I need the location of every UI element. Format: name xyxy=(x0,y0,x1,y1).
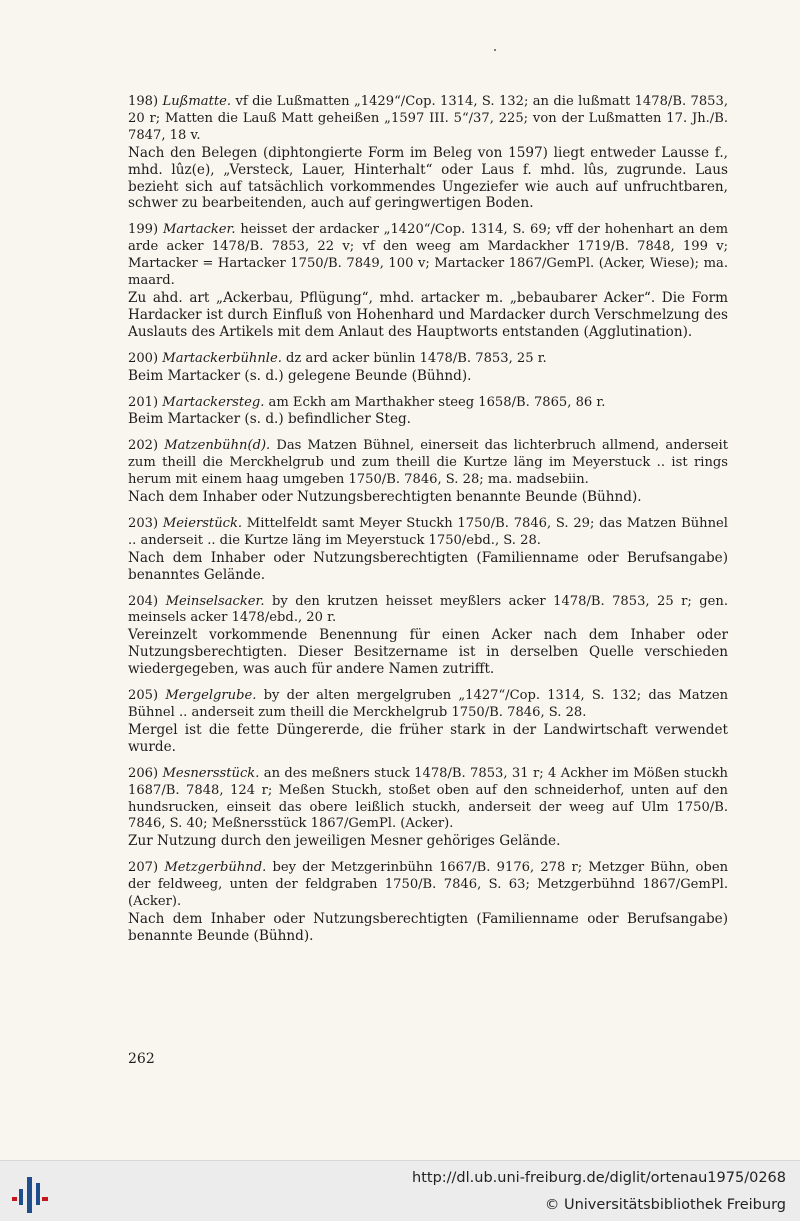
ub-freiburg-logo-icon xyxy=(10,1175,50,1215)
page-number: 262 xyxy=(128,1051,155,1067)
entry-explanation: Nach den Belegen (diphtongierte Form im Beleg von 1597) liegt entweder Lausse f., mhd. lûz(e), „Versteck, Lauer, Hinterhalt“ oder Laus f. mhd. lûs, zugrunde. Laus bezieht sich auf tatsächlich vorkommendes Ungeziefer wie auch auf unfruchtbaren, schwer zu bearbeitenden, auch auf geringwertigen Boden. xyxy=(128,144,728,212)
entry-explanation: Beim Martacker (s. d.) befindlicher Steg. xyxy=(128,411,412,428)
entry-term: Meierstück. xyxy=(162,515,243,531)
entry-number: 205) xyxy=(128,688,159,704)
entry-explanation: Zu ahd. art „Ackerbau, Pflügung“, mhd. artacker m. „bebaubarer Acker“. Die Form Hardacker ist durch Einfluß von Hohenhard und Mardacker durch Verschmelzung des Auslauts des Artikels mit dem Anlaut des Hauptworts entstanden (Agglutination). xyxy=(128,289,728,340)
entry-explanation: Vereinzelt vorkommende Benennung für einen Acker nach dem Inhaber oder Nutzungsberechtigten. Dieser Besitzername ist in derselben Quelle verschieden wiedergegeben, was auch für andere Namen zutrifft. xyxy=(128,627,728,678)
entry-sources: Das Matzen Bühnel, einerseit das lichterbruch allmend, anderseit zum theill die Merckhelgrub und zum theill die Kurtze läng im Meyerstuck .. ist rings herum mit einem haag umgeben 1750/B. 7846, S. 28; ma. madsebiin. xyxy=(128,438,728,488)
entry-sources: by der alten mergelgruben „1427“/Cop. 1314, S. 132; das Matzen Bühnel .. anderseit zum theill die Merckhelgrub 1750/B. 7846, S. 28. xyxy=(128,688,729,720)
entry-list xyxy=(128,94,728,955)
entry-term: Metzgerbühnd. xyxy=(164,860,267,876)
copyright-notice: © Universitätsbibliothek Freiburg xyxy=(544,1197,786,1213)
entry-sources: dz ard acker bünlin 1478/B. 7853, 25 r. xyxy=(281,350,547,366)
entry-term: Mesnersstück. xyxy=(162,765,260,781)
entry-number: 207) xyxy=(128,860,159,876)
entry-number: 199) xyxy=(128,222,159,238)
entry-term: Lußmatte. xyxy=(162,94,232,109)
entry-explanation: Zur Nutzung durch den jeweiligen Mesner gehöriges Gelände. xyxy=(128,833,561,850)
entry-207 xyxy=(128,860,728,945)
entry-199 xyxy=(128,222,728,340)
entry-sources: am Eckh am Marthakher steeg 1658/B. 7865, 86 r. xyxy=(264,394,606,410)
entry-term: Meinselsacker. xyxy=(165,593,265,609)
entry-sources: Mittelfeldt samt Meyer Stuckh 1750/B. 7846, S. 29; das Matzen Bühnel .. anderseit .. die Kurtze läng im Meyerstuck 1750/ebd., S. 28. xyxy=(128,515,728,548)
entry-explanation: Nach dem Inhaber oder Nutzungsberechtigten benannte Beunde (Bühnd). xyxy=(128,489,642,506)
entry-number: 204) xyxy=(128,593,159,609)
entry-term: Martacker. xyxy=(162,222,236,238)
entry-number: 203) xyxy=(128,515,159,531)
entry-sources: by den krutzen heisset meyßlers acker 1478/B. 7853, 25 r; gen. meinsels acker 1478/ebd., 20 r. xyxy=(128,593,728,626)
entry-205 xyxy=(128,688,728,756)
entry-198 xyxy=(128,94,728,212)
entry-201 xyxy=(128,395,728,429)
entry-206 xyxy=(128,766,728,851)
entry-explanation: Mergel ist die fette Düngererde, die früher stark in der Landwirtschaft verwendet wurde. xyxy=(128,721,728,755)
entry-number: 206) xyxy=(128,765,159,781)
entry-term: Matzenbühn(d). xyxy=(164,438,271,454)
entry-number: 198) xyxy=(128,94,159,109)
entry-sources: bey der Metzgerinbühn 1667/B. 9176, 278 r; Metzger Bühn, oben der feldweeg, unten der feldgraben 1750/B. 7846, S. 63; Metzgerbühnd 1867/GemPl. (Acker). xyxy=(128,860,728,910)
entry-200 xyxy=(128,351,728,385)
entry-explanation: Nach dem Inhaber oder Nutzungsberechtigten (Familienname oder Berufsangabe) benanntes Gelände. xyxy=(128,549,728,583)
viewer-footer xyxy=(0,1160,800,1221)
entry-term: Martackersteg. xyxy=(162,394,265,410)
entry-term: Martackerbühnle. xyxy=(162,350,282,366)
entry-202 xyxy=(128,438,728,506)
print-speck xyxy=(494,49,496,51)
entry-number: 201) xyxy=(128,394,159,410)
entry-number: 200) xyxy=(128,350,159,366)
permalink-url[interactable]: http://dl.ub.uni-freiburg.de/diglit/ortenau1975/0268 xyxy=(412,1170,786,1186)
entry-sources: heisset der ardacker „1420“/Cop. 1314, S. 69; vff der hohenhart an dem arde acker 1478/B. 7853, 22 v; vf den weeg am Mardackher 1719/B. 7848, 199 v; Martacker = Hartacker 1750/B. 7849, 100 v; Martacker 1867/GemPl. (Acker, Wiese); ma. maard. xyxy=(128,222,728,289)
entry-sources: vf die Lußmatten „1429“/Cop. 1314, S. 132; an die lußmatt 1478/B. 7853, 20 r; Matten die Lauß Matt geheißen „1597 III. 5“/37, 225; von der Lußmatten 17. Jh./B. 7847, 18 v. xyxy=(128,94,728,143)
entry-sources: an des meßners stuck 1478/B. 7853, 31 r; 4 Ackher im Mößen stuckh 1687/B. 7848, 124 r; Meßen Stuckh, stoßet oben auf den schneiderhof, unten auf den hundsrucken, einseit das obere leißlich stuckh, anderseit der weeg auf Ulm 1750/B. 7846, S. 40; Meßnersstück 1867/GemPl. (Acker). xyxy=(128,765,728,832)
entry-explanation: Beim Martacker (s. d.) gelegene Beunde (Bühnd). xyxy=(128,367,472,384)
entry-number: 202) xyxy=(128,438,159,454)
entry-203 xyxy=(128,516,728,584)
entry-explanation: Nach dem Inhaber oder Nutzungsberechtigten (Familienname oder Berufsangabe) benannte Beunde (Bühnd). xyxy=(128,910,728,944)
entry-term: Mergelgrube. xyxy=(165,688,257,704)
entry-204 xyxy=(128,594,728,679)
